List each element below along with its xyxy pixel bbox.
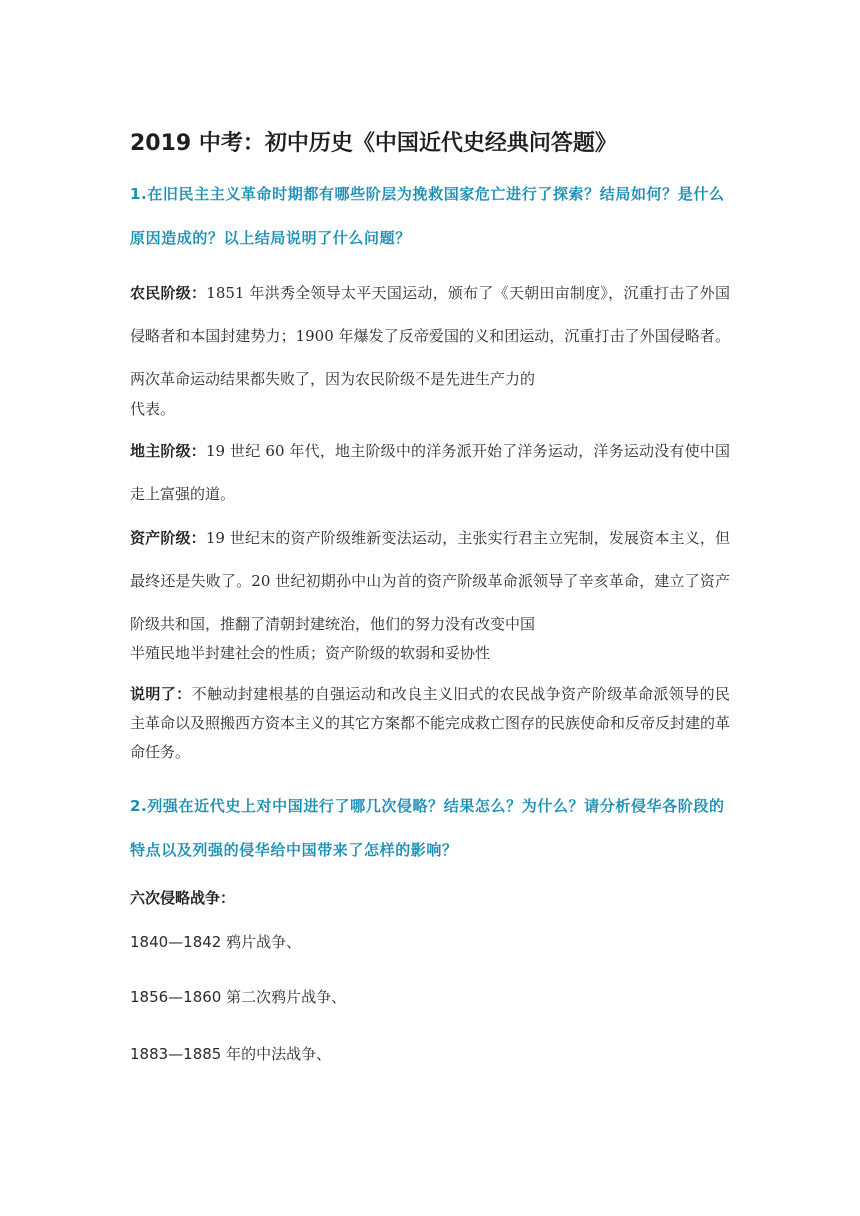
question-1: 1.在旧民主主义革命时期都有哪些阶层为挽救国家危亡进行了探索？结局如何？是什么原因造成的？以上结局说明了什么问题？	[130, 185, 725, 247]
answer-peasant-class	[130, 272, 730, 423]
answer-text: 1851 年洪秀全领导太平天国运动，颁布了《天朝田亩制度》，沉重打击了外国侵略者和本国封建势力；1900 年爆发了反帝爱国的义和团运动，沉重打击了外国侵略者。两次革命运动结果都失败了，因为农民阶级不是先进生产力的	[130, 284, 730, 388]
answer-label: 地主阶级：	[130, 442, 206, 460]
answer-text-tail: 代表。	[130, 400, 176, 418]
answer-landlord-class	[130, 430, 730, 516]
document-title: 2019 中考：初中历史《中国近代史经典问答题》	[130, 130, 617, 156]
list-item	[130, 1040, 331, 1068]
war-years: 1856—1860	[130, 988, 222, 1006]
war-name: 第二次鸦片战争、	[221, 988, 347, 1006]
answer-label: 资产阶级：	[130, 529, 206, 547]
war-years: 1883—1885	[130, 1045, 222, 1063]
answer-conclusion	[130, 680, 730, 767]
answer-label: 说明了：	[130, 685, 192, 703]
war-name: 鸦片战争、	[221, 933, 302, 951]
list-item	[130, 928, 301, 956]
answer-text: 不触动封建根基的自强运动和改良主义旧式的农民战争资产阶级革命派领导的民主革命以及照搬西方资本主义的其它方案都不能完成救亡图存的民族使命和反帝反封建的革命任务。	[130, 685, 731, 761]
answer-text: 19 世纪 60 年代，地主阶级中的洋务派开始了洋务运动，洋务运动没有使中国走上富强的道。	[130, 442, 730, 503]
answer-bourgeois-class	[130, 517, 730, 668]
wars-list-title: 六次侵略战争：	[130, 889, 236, 907]
war-name: 年的中法战争、	[221, 1045, 332, 1063]
war-years: 1840—1842	[130, 933, 222, 951]
answer-text-tail: 半殖民地半封建社会的性质；资产阶级的软弱和妥协性	[130, 644, 491, 662]
answer-label: 农民阶级：	[130, 284, 207, 302]
answer-text: 19 世纪末的资产阶级维新变法运动，主张实行君主立宪制，发展资本主义，但最终还是失败了。20 世纪初期孙中山为首的资产阶级革命派领导了辛亥革命，建立了资产阶级共和国，推翻了清朝封建统治，他们的努力没有改变中国	[130, 529, 730, 633]
list-item	[130, 983, 346, 1011]
question-2: 2.列强在近代史上对中国进行了哪几次侵略？结果怎么？为什么？请分析侵华各阶段的特点以及列强的侵华给中国带来了怎样的影响？	[130, 797, 725, 859]
